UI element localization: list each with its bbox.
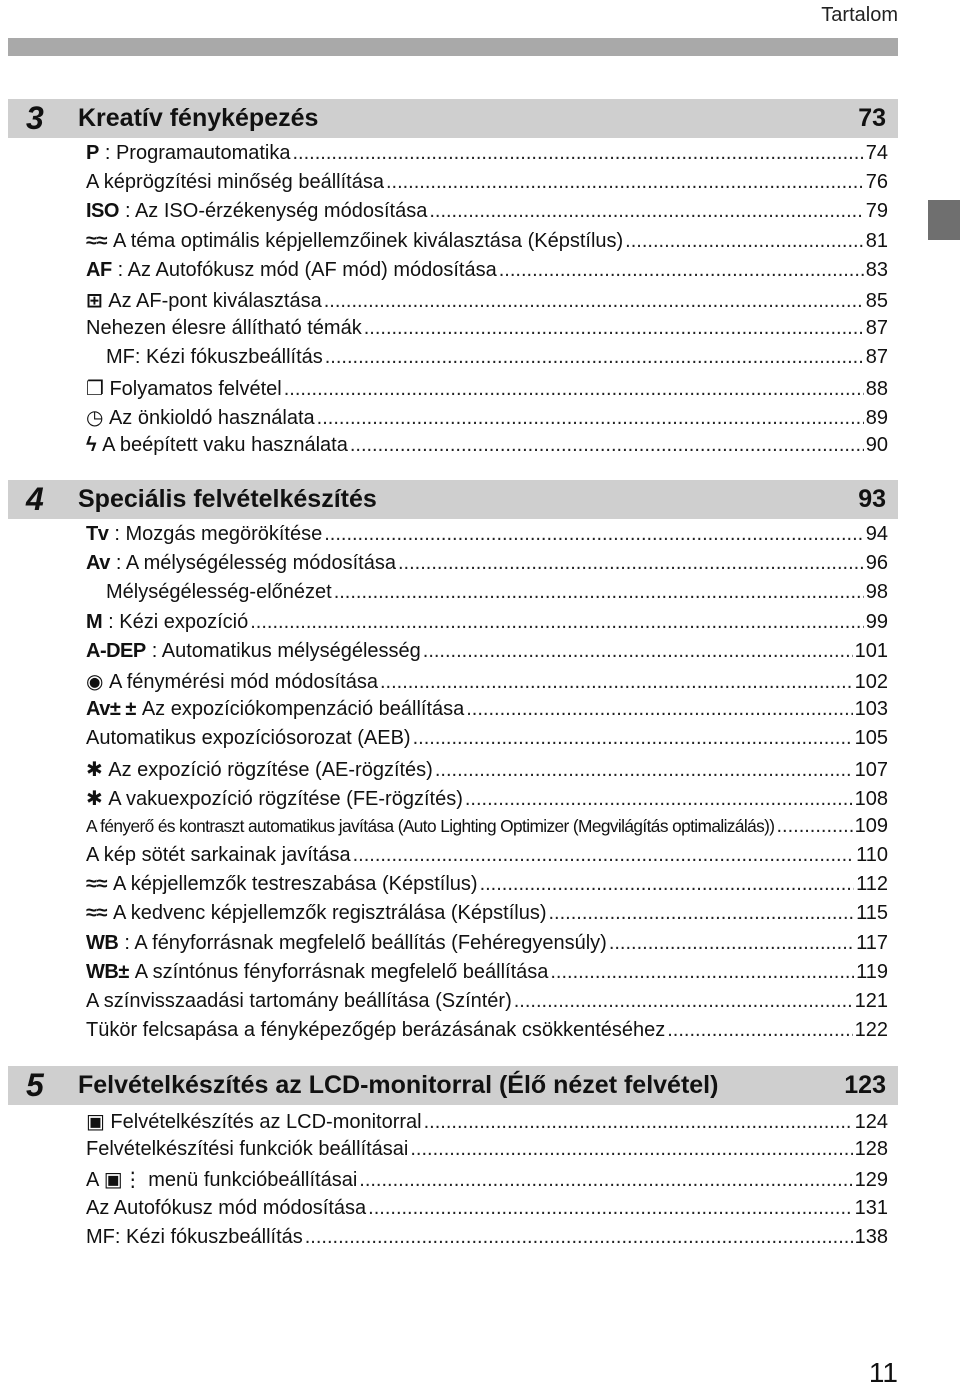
entry-page: 109 — [854, 814, 888, 837]
entry-page: 88 — [865, 377, 888, 400]
dot-leader — [429, 200, 863, 223]
entry-page: 81 — [865, 229, 888, 252]
chapter-number: 4 — [26, 481, 43, 517]
entry-page: 74 — [865, 142, 888, 164]
mode-icon: AF — [86, 258, 112, 281]
entry-title: Automatikus expozíciósorozat (AEB) — [86, 727, 411, 750]
toc-entry[interactable] — [86, 288, 888, 317]
entry-page: 124 — [854, 1111, 888, 1133]
toc-entry[interactable] — [86, 873, 888, 902]
dot-leader — [424, 1111, 853, 1134]
entry-page: 94 — [865, 523, 888, 545]
entry-page: 96 — [865, 552, 888, 575]
mode-icon: ≈≈ — [86, 902, 107, 925]
chapter-number: 3 — [26, 100, 43, 136]
entry-page: 115 — [856, 902, 888, 925]
chapter-page: 73 — [858, 104, 886, 132]
entry-title: Az Autofókusz mód módosítása — [86, 1196, 367, 1219]
entry-title: A vakuexpozíció rögzítése (FE-rögzítés) — [108, 787, 463, 810]
entry-title: Felvételkészítési funkciók beállításai — [86, 1138, 409, 1161]
entry-page: 102 — [854, 670, 888, 693]
entry-title: A kedvenc képjellemzők regisztrálása (Képstílus) — [112, 902, 547, 925]
toc-entry[interactable] — [86, 990, 888, 1019]
dot-leader — [465, 788, 853, 811]
chapter-page: 93 — [858, 485, 886, 513]
entry-page: 83 — [865, 258, 888, 281]
dot-leader — [398, 552, 864, 575]
entry-title: : Kézi expozíció — [108, 610, 249, 633]
toc-entry[interactable] — [86, 902, 888, 931]
toc-entry[interactable] — [86, 611, 888, 640]
entry-page: 110 — [856, 844, 888, 867]
toc-entry[interactable] — [86, 1109, 888, 1138]
entry-title: Az AF-pont kiválasztása — [108, 289, 322, 312]
entry-title: A fényerő és kontraszt automatikus javítása (Auto Lighting Optimizer (Megvilágítás optimalizálás)) — [86, 815, 775, 836]
dot-leader — [548, 902, 854, 925]
entry-title: : Programautomatika — [104, 142, 291, 164]
entry-page: 101 — [854, 639, 888, 662]
dot-leader — [353, 844, 855, 867]
toc-entry[interactable] — [86, 844, 888, 873]
toc-entry[interactable] — [86, 317, 888, 346]
dot-leader — [667, 1019, 852, 1042]
chapter-title: Speciális felvételkészítés — [78, 485, 377, 513]
entry-page: 99 — [865, 610, 888, 633]
mode-icon: ϟ — [86, 433, 97, 456]
chapter-entry-list — [86, 142, 888, 463]
toc-entry[interactable] — [86, 727, 888, 756]
entry-page: 131 — [854, 1196, 888, 1219]
chapter-heading[interactable] — [8, 480, 898, 519]
chapter-title: Kreatív fényképezés — [78, 104, 319, 132]
entry-page: 129 — [854, 1169, 888, 1192]
chapter-entry-list — [86, 1109, 888, 1255]
toc-entry[interactable] — [86, 698, 888, 727]
dot-leader — [364, 317, 864, 340]
entry-page: 76 — [865, 171, 888, 194]
entry-title: Az expozíciókompenzáció beállítása — [141, 698, 465, 721]
dot-leader — [410, 1138, 852, 1161]
entry-title: A téma optimális képjellemzőinek kiválasztása (Képstílus) — [112, 229, 624, 252]
entry-title: Felvételkészítés az LCD-monitorral — [110, 1111, 422, 1133]
dot-leader — [625, 230, 864, 253]
page-number: 11 — [868, 1357, 898, 1388]
toc-entry[interactable] — [86, 259, 888, 288]
mode-icon: ✱ — [86, 758, 103, 781]
entry-title: : Az ISO-érzékenység módosítása — [124, 200, 428, 223]
toc-entry[interactable] — [86, 230, 888, 259]
mode-icon: M — [86, 610, 103, 633]
chapter-entry-list — [86, 523, 888, 1048]
mode-icon: ▣ — [86, 1111, 105, 1133]
dot-leader — [499, 259, 864, 282]
mode-icon: ≈≈ — [86, 873, 107, 896]
mode-icon: ✱ — [86, 787, 103, 810]
dot-leader — [609, 932, 854, 955]
mode-icon: ⊞ — [86, 289, 103, 312]
toc-entry[interactable] — [86, 932, 888, 961]
chapter-tab-marker — [928, 200, 960, 240]
entry-page: 128 — [854, 1138, 888, 1161]
mode-icon: Av — [86, 552, 110, 575]
toc-entry[interactable] — [86, 640, 888, 669]
entry-title: : Automatikus mélységélesség — [151, 639, 421, 662]
dot-leader — [250, 611, 864, 634]
mode-icon: WB — [86, 931, 119, 954]
entry-title: Folyamatos felvétel — [109, 377, 282, 400]
mode-icon: ◉ — [86, 670, 103, 693]
entry-title: A színvisszaadási tartomány beállítása (Színtér) — [86, 990, 512, 1012]
entry-title: Mélységélesség-előnézet — [106, 581, 332, 604]
entry-title: Az önkioldó használata — [108, 406, 315, 429]
entry-page: 121 — [854, 990, 888, 1012]
toc-entry[interactable] — [86, 142, 888, 171]
toc-entry[interactable] — [86, 1167, 888, 1196]
header-rule — [8, 38, 898, 56]
chapter-heading[interactable] — [8, 1066, 898, 1105]
mode-icon: A-DEP — [86, 639, 146, 662]
entry-title: : A mélységélesség módosítása — [115, 552, 396, 575]
chapter-number: 5 — [26, 1067, 43, 1103]
entry-title: MF: Kézi fókuszbeállítás — [106, 346, 323, 369]
entry-title: MF: Kézi fókuszbeállítás — [86, 1225, 303, 1248]
entry-title: : A fényforrásnak megfelelő beállítás (Fehéregyensúly) — [124, 931, 607, 954]
mode-icon: P — [86, 142, 99, 164]
toc-entry[interactable] — [86, 405, 888, 434]
toc-entry[interactable] — [86, 1138, 888, 1167]
dot-leader — [435, 759, 853, 782]
entry-title: A képjellemzők testreszabása (Képstílus) — [112, 873, 478, 896]
mode-icon: ≈≈ — [86, 229, 107, 252]
toc-entry[interactable] — [86, 171, 888, 200]
entry-page: 103 — [854, 698, 888, 721]
toc-entry[interactable] — [86, 346, 888, 375]
toc-entry[interactable] — [86, 523, 888, 552]
chapter-heading[interactable] — [8, 99, 898, 138]
entry-page: 107 — [854, 758, 888, 781]
dot-leader — [325, 346, 864, 369]
toc-entry[interactable] — [86, 1226, 888, 1255]
dot-leader — [776, 815, 852, 838]
dot-leader — [317, 407, 864, 430]
entry-page: 87 — [865, 317, 888, 340]
entry-page: 85 — [865, 289, 888, 312]
entry-page: 108 — [854, 787, 888, 810]
chapter-page: 123 — [844, 1071, 886, 1099]
mode-icon: ◷ — [86, 406, 103, 429]
dot-leader — [284, 378, 864, 401]
toc-entry[interactable] — [86, 376, 888, 405]
entry-page: 87 — [865, 346, 888, 369]
entry-page: 105 — [854, 727, 888, 750]
entry-title: A beépített vaku használata — [102, 433, 348, 456]
toc-entry[interactable] — [86, 1197, 888, 1226]
dot-leader — [292, 142, 863, 165]
dot-leader — [380, 671, 853, 694]
toc-entry[interactable] — [86, 815, 888, 844]
dot-leader — [480, 873, 855, 896]
entry-page: 138 — [854, 1225, 888, 1248]
mode-icon: Av± ± — [86, 698, 136, 721]
dot-leader — [386, 171, 864, 194]
entry-title: A fénymérési mód módosítása — [108, 670, 378, 693]
dot-leader — [466, 698, 852, 721]
dot-leader — [550, 961, 854, 984]
mode-icon: Tv — [86, 523, 109, 545]
entry-title: A színtónus fényforrásnak megfelelő beállítása — [134, 960, 549, 983]
mode-icon: ❐ — [86, 377, 104, 400]
entry-title: Az expozíció rögzítése (AE-rögzítés) — [108, 758, 433, 781]
dot-leader — [324, 523, 864, 546]
entry-title: A ▣⋮ menü funkcióbeállításai — [86, 1169, 358, 1192]
entry-page: 117 — [856, 931, 888, 954]
toc-entry[interactable] — [86, 434, 888, 463]
entry-title: : Mozgás megörökítése — [114, 523, 323, 545]
entry-page: 98 — [865, 581, 888, 604]
entry-page: 112 — [856, 873, 888, 896]
entry-page: 122 — [854, 1019, 888, 1042]
entry-title: A képrögzítési minőség beállítása — [86, 171, 384, 194]
dot-leader — [359, 1169, 852, 1192]
toc-entry[interactable] — [86, 786, 888, 815]
entry-page: 90 — [865, 433, 888, 456]
toc-entry[interactable] — [86, 757, 888, 786]
dot-leader — [324, 290, 864, 313]
chapter-title: Felvételkészítés az LCD-monitorral (Élő nézet felvétel) — [78, 1071, 719, 1099]
dot-leader — [334, 581, 864, 604]
entry-page: 89 — [865, 406, 888, 429]
dot-leader — [305, 1226, 853, 1249]
entry-title: A kép sötét sarkainak javítása — [86, 844, 351, 867]
dot-leader — [413, 727, 853, 750]
entry-title: Nehezen élesre állítható témák — [86, 317, 362, 340]
running-header: Tartalom — [821, 4, 898, 26]
toc-entry[interactable] — [86, 552, 888, 581]
dot-leader — [514, 990, 853, 1013]
toc-entry[interactable] — [86, 200, 888, 229]
toc-entry[interactable] — [86, 581, 888, 610]
entry-title: : Az Autofókusz mód (AF mód) módosítása — [117, 258, 497, 281]
dot-leader — [350, 434, 864, 457]
mode-icon: ISO — [86, 200, 119, 223]
toc-entry[interactable] — [86, 669, 888, 698]
entry-page: 119 — [856, 960, 888, 983]
dot-leader — [368, 1197, 852, 1220]
dot-leader — [423, 640, 853, 663]
mode-icon: WB± — [86, 960, 129, 983]
toc-entry[interactable] — [86, 961, 888, 990]
entry-title: Tükör felcsapása a fényképezőgép berázásának csökkentéséhez — [86, 1019, 666, 1042]
entry-page: 79 — [865, 200, 888, 223]
toc-entry[interactable] — [86, 1019, 888, 1048]
